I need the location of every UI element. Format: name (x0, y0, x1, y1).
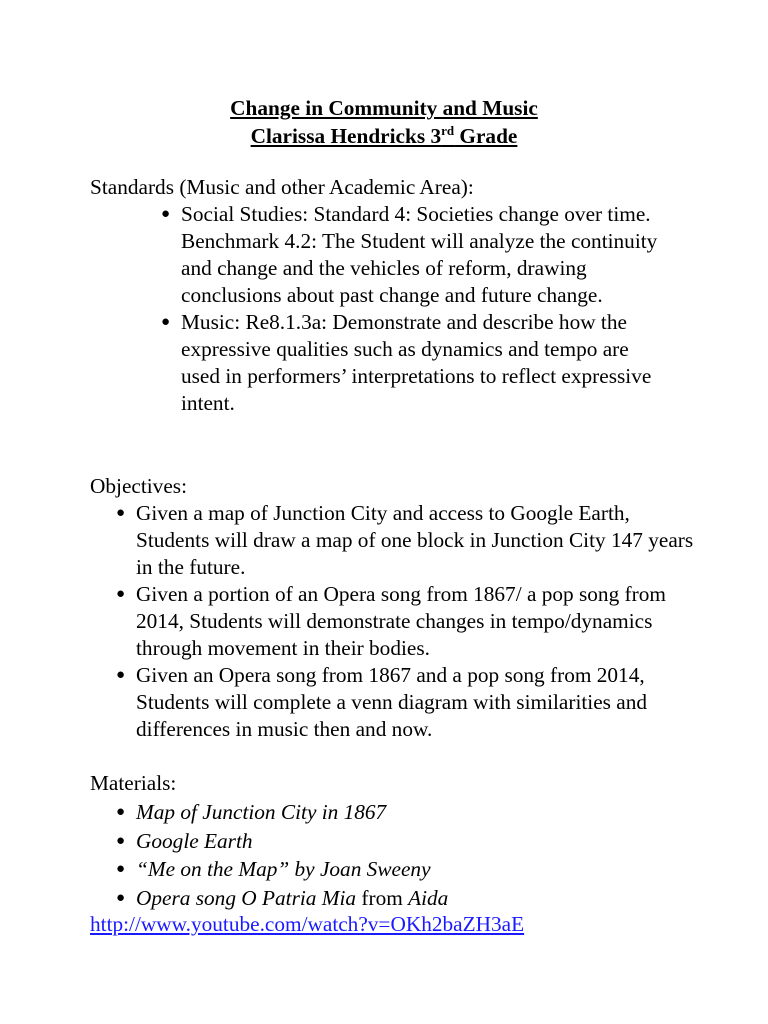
objectives-heading: Objectives: (90, 474, 187, 498)
list-item (161, 201, 661, 309)
bullet-icon: ● (116, 804, 126, 820)
standard-social-studies: Social Studies: Standard 4: Societies change over time. Benchmark 4.2: The Student will analyze the continuity and change and the vehicles of reform, drawing conclusions about past change and future change. (181, 202, 658, 307)
bullet-icon: ● (116, 861, 126, 877)
list-item (116, 827, 696, 856)
bullet-icon: ● (116, 667, 126, 683)
material-opera-song: Opera song O Patria Mia (136, 885, 357, 910)
title-grade-word: Grade (454, 124, 518, 148)
list-item (116, 581, 696, 662)
list-item (161, 309, 661, 417)
title-ordinal-suffix: rd (441, 122, 455, 138)
bullet-icon: ● (116, 505, 126, 521)
standard-music: Music: Re8.1.3a: Demonstrate and describe how the expressive qualities such as dynamics and tempo are used in performers’ interpretations to reflect expressive intent. (181, 310, 652, 415)
list-item (116, 500, 696, 581)
list-item (116, 662, 696, 743)
material-map: Map of Junction City in 1867 (136, 800, 387, 824)
material-book: “Me on the Map” by Joan Sweeny (136, 857, 431, 881)
standards-heading: Standards (Music and other Academic Area): (90, 175, 474, 199)
standards-list (161, 201, 661, 417)
title-line-1: Change in Community and Music (230, 96, 538, 120)
objective-movement: Given a portion of an Opera song from 1867/ a pop song from 2014, Students will demonstrate changes in tempo/dynamics through movement in their bodies. (136, 582, 666, 660)
objective-map: Given a map of Junction City and access to Google Earth, Students will draw a map of one block in Junction City 147 years in the future. (136, 501, 694, 579)
bullet-icon: ● (116, 889, 126, 906)
objective-venn-diagram: Given an Opera song from 1867 and a pop song from 2014, Students will complete a venn diagram with similarities and differences in music then and now. (136, 663, 648, 741)
material-opera-title: Aida (408, 885, 449, 910)
document-title (0, 94, 768, 150)
bullet-icon: ● (116, 586, 126, 602)
bullet-icon: ● (161, 314, 171, 330)
list-item (116, 855, 696, 884)
bullet-icon: ● (161, 206, 171, 222)
bullet-icon: ● (116, 832, 126, 849)
list-item (116, 884, 696, 913)
youtube-link[interactable]: http://www.youtube.com/watch?v=OKh2baZH3aE (90, 912, 525, 936)
material-from: from (356, 885, 409, 910)
objectives-list (116, 500, 696, 743)
materials-heading: Materials: (90, 771, 177, 795)
list-item (116, 798, 696, 827)
title-author-grade: Clarissa Hendricks 3 (250, 124, 442, 148)
materials-list (116, 798, 696, 912)
title-line-2 (0, 122, 768, 150)
material-google-earth: Google Earth (136, 828, 253, 853)
